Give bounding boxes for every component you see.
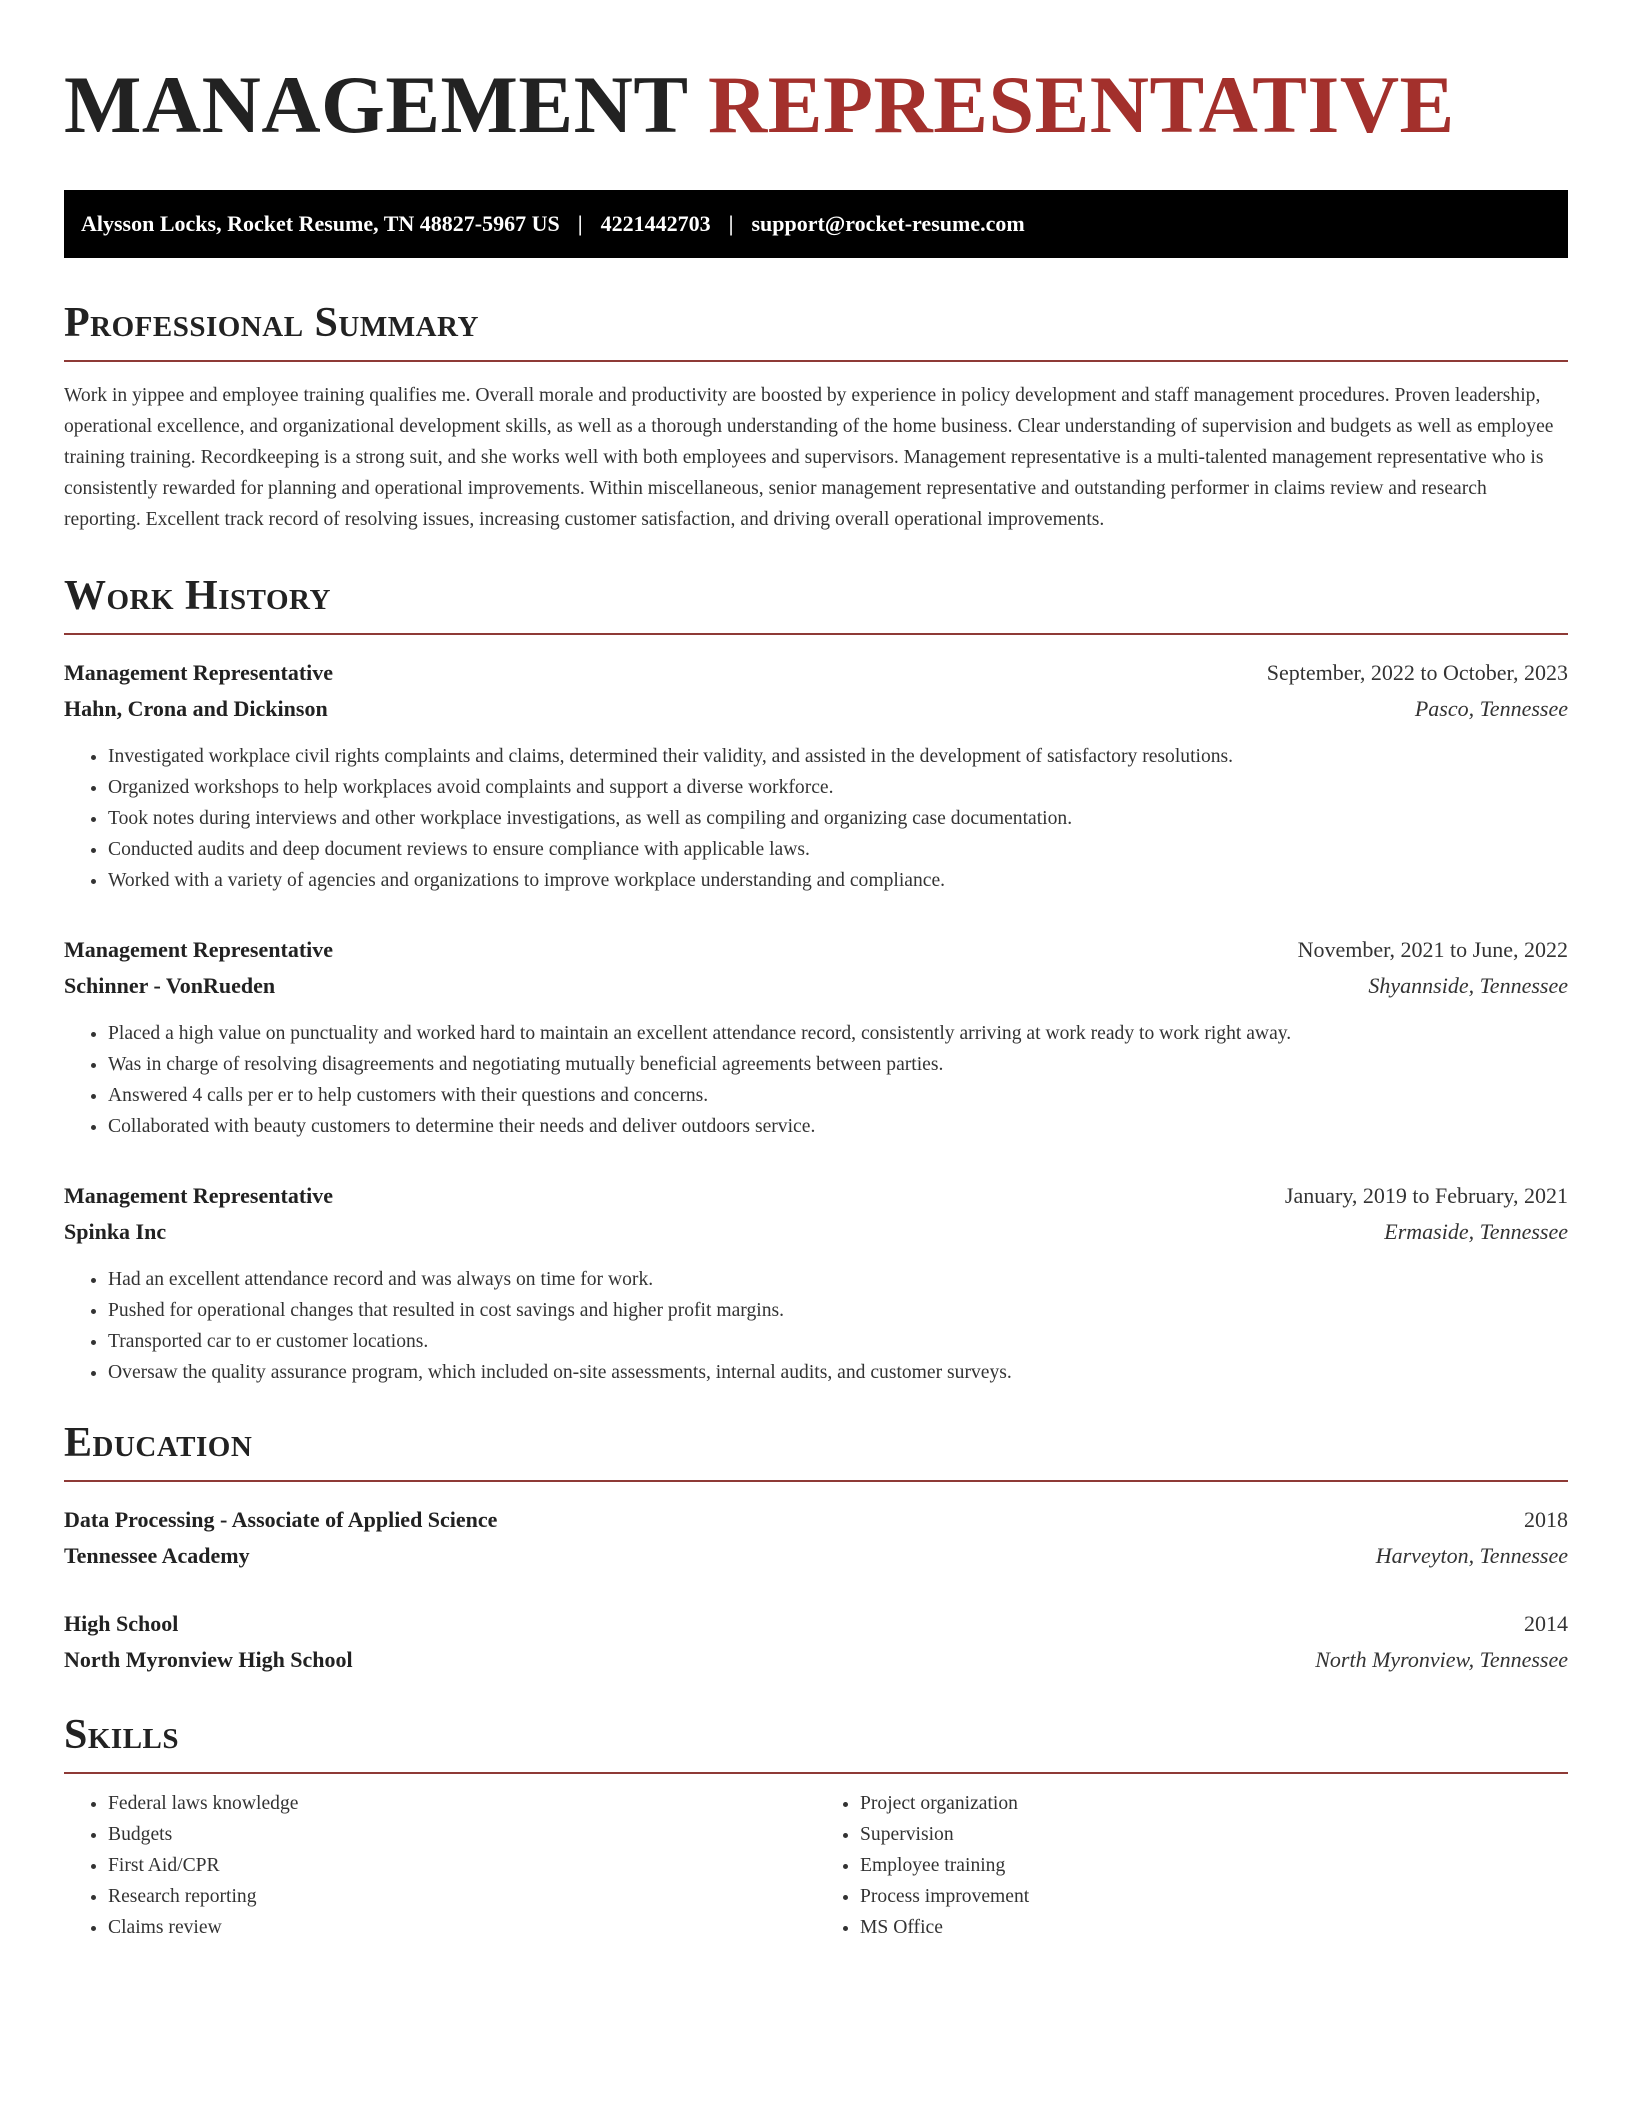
education-entry	[64, 1502, 1568, 1574]
job-location: Shyannside, Tennessee	[1368, 973, 1568, 998]
job-dates: November, 2021 to June, 2022	[1297, 937, 1568, 962]
contact-address: Alysson Locks, Rocket Resume, TN 48827-5967 US	[81, 211, 560, 236]
section-divider	[64, 1480, 1568, 1482]
job-company: Hahn, Crona and Dickinson	[64, 696, 328, 721]
education-year: 2018	[1524, 1507, 1568, 1532]
resume-title	[64, 56, 1568, 150]
education-location: Harveyton, Tennessee	[1375, 1543, 1568, 1568]
skill-item: • MS Office	[860, 1912, 1568, 1943]
section-divider	[64, 360, 1568, 362]
education-school: North Myronview High School	[64, 1647, 353, 1672]
summary-text: Work in yippee and employee training qualifies me. Overall morale and productivity are boosted by experience in policy development and staff management procedures. Proven leadership, operational excellence, and organizational development skills, as well as a thorough understanding of the home business. Clear understanding of supervision and budgets as well as employee training training. Recordkeeping is a strong suit, and she works well with both employees and supervisors. Management representative is a multi-talented management representative who is consistently rewarded for planning and operational improvements. Within miscellaneous, senior management representative and outstanding performer in claims review and research reporting. Excellent track record of resolving issues, increasing customer satisfaction, and driving overall operational improvements.	[64, 385, 1554, 530]
job-title: Management Representative	[64, 1183, 334, 1208]
job-bullets	[64, 1018, 1568, 1142]
job-bullet: • Investigated workplace civil rights complaints and claims, determined their validity, and assisted in the development of satisfactory resolutions.	[108, 741, 1568, 772]
job-dates: September, 2022 to October, 2023	[1266, 660, 1568, 685]
section-divider	[64, 1772, 1568, 1774]
education-year: 2014	[1524, 1611, 1568, 1636]
job-bullet: • Transported car to er customer locations.	[108, 1326, 1568, 1357]
contact-separator: |	[728, 211, 734, 236]
skills-heading: Skills	[64, 1712, 180, 1758]
job-location: Ermaside, Tennessee	[1384, 1219, 1568, 1244]
job-bullets	[64, 741, 1568, 896]
skill-item: • Process improvement	[860, 1881, 1568, 1912]
job-bullet: • Pushed for operational changes that resulted in cost savings and higher profit margins.	[108, 1295, 1568, 1326]
job-bullet: • Placed a high value on punctuality and worked hard to maintain an excellent attendance record, consistently arriving at work ready to work right away.	[108, 1018, 1568, 1049]
education-entry	[64, 1606, 1568, 1678]
skills-list	[64, 1788, 1568, 1943]
skill-item: • Claims review	[108, 1912, 816, 1943]
job-bullet: • Collaborated with beauty customers to determine their needs and deliver outdoors service.	[108, 1111, 1568, 1142]
job-entry	[64, 1178, 1568, 1388]
skill-item: • Federal laws knowledge	[108, 1788, 816, 1819]
skill-item: • First Aid/CPR	[108, 1850, 816, 1881]
title-part1: MANAGEMENT	[64, 59, 688, 150]
skill-item: • Employee training	[860, 1850, 1568, 1881]
job-location: Pasco, Tennessee	[1414, 696, 1568, 721]
section-divider	[64, 633, 1568, 635]
job-bullet: • Took notes during interviews and other workplace investigations, as well as compiling and organizing case documentation.	[108, 803, 1568, 834]
job-bullet: • Oversaw the quality assurance program, which included on-site assessments, internal audits, and customer surveys.	[108, 1357, 1568, 1388]
education-school: Tennessee Academy	[64, 1543, 250, 1568]
job-bullet: • Organized workshops to help workplaces avoid complaints and support a diverse workforce.	[108, 772, 1568, 803]
contact-email: support@rocket-resume.com	[751, 211, 1025, 236]
skills-column-left	[64, 1788, 816, 1943]
job-entry	[64, 932, 1568, 1142]
job-title: Management Representative	[64, 660, 334, 685]
skills-column-right	[816, 1788, 1568, 1943]
skill-item: • Project organization	[860, 1788, 1568, 1819]
education-location: North Myronview, Tennessee	[1315, 1647, 1568, 1672]
job-bullet: • Worked with a variety of agencies and organizations to improve workplace understanding and compliance.	[108, 865, 1568, 896]
education-degree: High School	[64, 1611, 179, 1636]
job-bullets	[64, 1264, 1568, 1388]
skill-item: • Research reporting	[108, 1881, 816, 1912]
summary-heading: Professional Summary	[64, 300, 479, 346]
job-dates: January, 2019 to February, 2021	[1284, 1183, 1568, 1208]
work-history-heading: Work History	[64, 573, 331, 619]
skill-item: • Supervision	[860, 1819, 1568, 1850]
job-company: Schinner - VonRueden	[64, 973, 276, 998]
title-part2: REPRESENTATIVE	[708, 59, 1455, 150]
job-company: Spinka Inc	[64, 1219, 167, 1244]
contact-separator: |	[577, 211, 583, 236]
job-bullet: • Was in charge of resolving disagreements and negotiating mutually beneficial agreements between parties.	[108, 1049, 1568, 1080]
job-bullet: • Conducted audits and deep document reviews to ensure compliance with applicable laws.	[108, 834, 1568, 865]
education-degree: Data Processing - Associate of Applied Science	[64, 1507, 498, 1532]
job-bullet: • Answered 4 calls per er to help customers with their questions and concerns.	[108, 1080, 1568, 1111]
contact-phone: 4221442703	[600, 211, 711, 236]
education-heading: Education	[64, 1420, 253, 1466]
contact-bar	[64, 190, 1568, 258]
skill-item: • Budgets	[108, 1819, 816, 1850]
job-title: Management Representative	[64, 937, 334, 962]
job-entry	[64, 655, 1568, 896]
job-bullet: • Had an excellent attendance record and was always on time for work.	[108, 1264, 1568, 1295]
